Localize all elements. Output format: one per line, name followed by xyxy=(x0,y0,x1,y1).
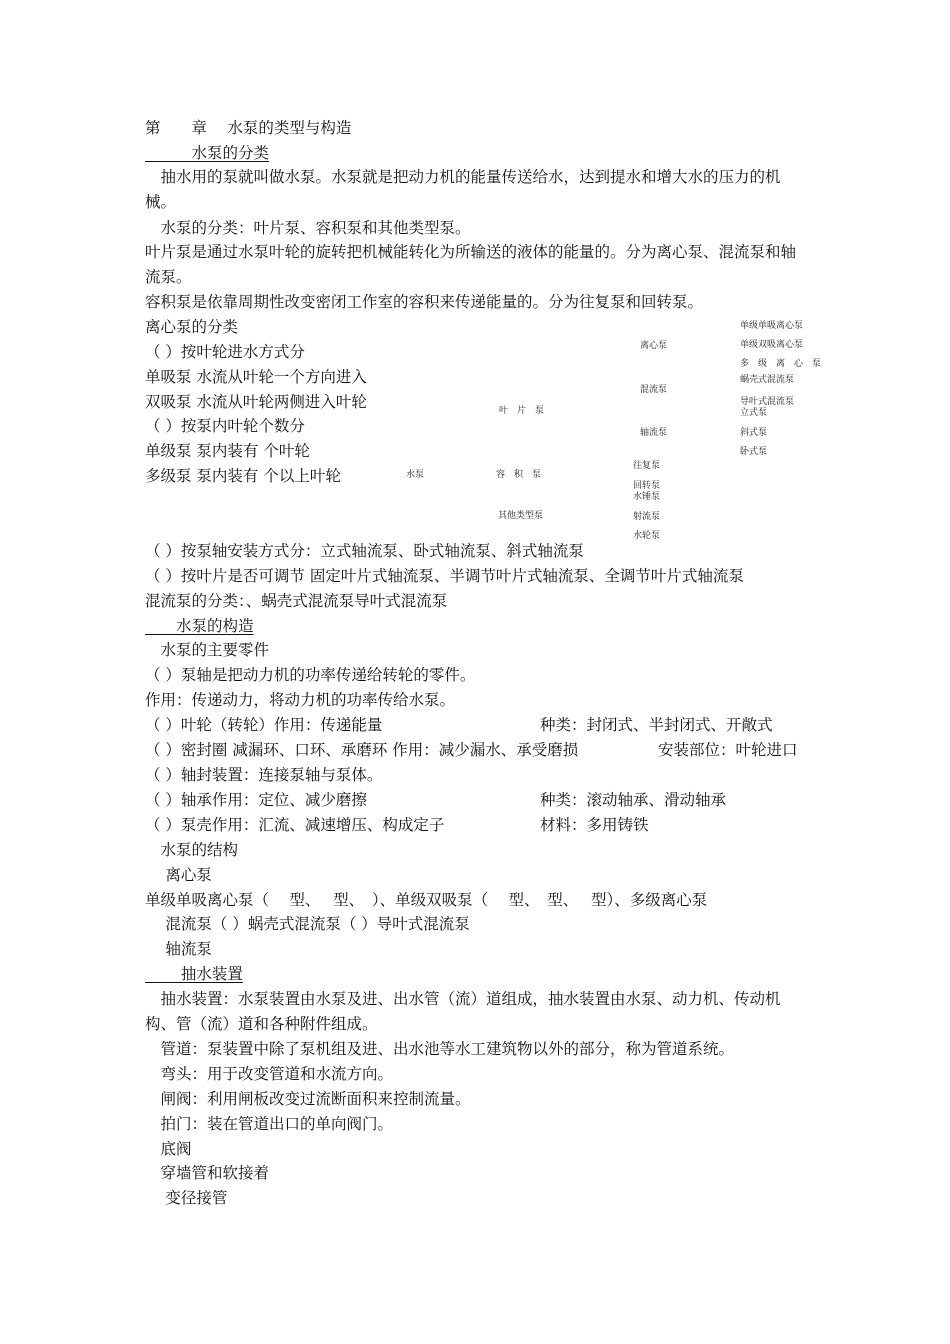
paragraph-pipe: 管道：泵装置中除了泵机组及进、出水池等水工建筑物以外的部分，称为管道系统。 xyxy=(145,1040,735,1058)
paragraph-foot-valve: 底阀 xyxy=(145,1140,192,1158)
axial-title: 轴流泵 xyxy=(145,940,212,958)
tree-leaf-single-suction: 单级单吸离心泵 xyxy=(740,321,804,331)
paragraph-elbow: 弯头：用于改变管道和水流方向。 xyxy=(145,1065,394,1083)
list-item: （ ）轴封装置：连接泵轴与泵体。 xyxy=(145,766,383,784)
section-title-device: 抽水装置 xyxy=(145,965,243,983)
paragraph-definition: 抽水用的泵就叫做水泵。水泵就是把动力机的能量传送给水，达到提水和增大水的压力的机械。 xyxy=(145,168,781,211)
list-item xyxy=(145,715,382,735)
tree-leaf-oblique: 斜式泵 xyxy=(740,428,768,438)
tree-node-root: 水泵 xyxy=(406,470,425,480)
tree-leaf-double-suction: 单级双吸离心泵 xyxy=(740,340,804,350)
tree-node-mixed: 混流泵 xyxy=(640,385,668,395)
mixed-types: 混流泵（ ）蜗壳式混流泵（ ）导叶式混流泵 xyxy=(145,915,470,933)
list-item: 双吸泵 水流从叶轮两侧进入叶轮 xyxy=(145,393,367,411)
tree-node-turbine: 水轮泵 xyxy=(633,531,661,541)
list-item: （ ）泵壳作用：汇流、减速增压、构成定子 xyxy=(145,816,445,834)
list-item: （ ）按叶片是否可调节 固定叶片式轴流泵、半调节叶片式轴流泵、全调节叶片式轴流泵 xyxy=(145,567,744,585)
bearing-kind: 种类：滚动轴承、滑动轴承 xyxy=(540,791,727,809)
centrifugal-classification-title: 离心泵的分类 xyxy=(145,318,239,336)
centrifugal-title: 离心泵 xyxy=(145,866,212,884)
tree-node-rotary: 回转泵 xyxy=(633,481,661,491)
structure-title: 水泵的结构 xyxy=(145,841,239,859)
paragraph-device: 抽水装置：水泵装置由水泵及进、出水管（流）道组成，抽水装置由水泵、动力机、传动机构、管（流）道和各种附件组成。 xyxy=(145,990,781,1033)
list-item: 单级泵 泵内装有 个叶轮 xyxy=(145,442,310,460)
tree-node-reciprocating: 往复泵 xyxy=(633,461,661,471)
list-item: 多级泵 泵内装有 个以上叶轮 xyxy=(145,467,341,485)
tree-node-hammer: 水锤泵 xyxy=(633,492,661,502)
chapter-title: 第 章 水泵的类型与构造 xyxy=(145,119,352,137)
casing-material: 材料：多用铸铁 xyxy=(540,816,649,834)
tree-leaf-horizontal: 卧式泵 xyxy=(740,447,768,457)
tree-leaf-guide: 导叶式混流泵 xyxy=(740,397,795,407)
section-title-classification: 水泵的分类 xyxy=(145,144,270,162)
impeller-text: （ ）叶轮（转轮）作用：传递能量 xyxy=(145,716,383,734)
list-item: （ ）密封圈 减漏环、口环、承磨环 作用：减少漏水、承受磨损 xyxy=(145,741,579,759)
seal-position: 安装部位：叶轮进口 xyxy=(658,741,798,759)
mixed-classification: 混流泵的分类：、蜗壳式混流泵导叶式混流泵 xyxy=(145,592,448,610)
paragraph-flap: 拍门：装在管道出口的单向阀门。 xyxy=(145,1115,394,1133)
list-item: （ ）按泵内叶轮个数分 xyxy=(145,417,305,435)
centrifugal-types: 单级单吸离心泵（ 型、 型、 ）、单级双吸泵（ 型、 型、 型）、多级离心泵 xyxy=(145,891,708,909)
tree-leaf-multistage: 多 级 离 心 泵 xyxy=(740,359,822,369)
paragraph-classification: 水泵的分类：叶片泵、容积泵和其他类型泵。 xyxy=(145,219,471,237)
list-item: （ ）按泵轴安装方式分：立式轴流泵、卧式轴流泵、斜式轴流泵 xyxy=(145,542,584,560)
paragraph-vane-pump: 叶片泵是通过水泵叶轮的旋转把机械能转化为所输送的液体的能量的。分为离心泵、混流泵和轴流泵。 xyxy=(145,243,797,286)
tree-leaf-volute: 蜗壳式混流泵 xyxy=(740,375,795,385)
list-item: （ ）泵轴是把动力机的功率传递给转轮的零件。 xyxy=(145,666,476,684)
section-title-construction: 水泵的构造 xyxy=(145,617,254,635)
parts-title: 水泵的主要零件 xyxy=(145,641,270,659)
tree-node-jet: 射流泵 xyxy=(633,512,661,522)
tree-node-centrifugal: 离心泵 xyxy=(640,341,668,351)
list-item: 作用：传递动力，将动力机的功率传给水泵。 xyxy=(145,691,456,709)
list-item: 单吸泵 水流从叶轮一个方向进入 xyxy=(145,368,367,386)
tree-leaf-vertical: 立式泵 xyxy=(740,408,768,418)
paragraph-volume-pump: 容积泵是依靠周期性改变密闭工作室的容积来传递能量的。分为往复泵和回转泵。 xyxy=(145,293,704,311)
paragraph-wall-pipe: 穿墙管和软接着 xyxy=(145,1164,270,1182)
tree-node-other: 其他类型泵 xyxy=(498,511,544,521)
list-item: （ ）轴承作用：定位、减少磨擦 xyxy=(145,791,367,809)
tree-node-vane: 叶 片 泵 xyxy=(499,406,545,416)
tree-node-volume: 容 积 泵 xyxy=(496,470,542,480)
paragraph-reducer: 变径接管 xyxy=(145,1189,228,1207)
tree-node-axial: 轴流泵 xyxy=(640,428,668,438)
impeller-kind: 种类：封闭式、半封闭式、开敞式 xyxy=(540,716,773,734)
list-item: （ ）按叶轮进水方式分 xyxy=(145,343,305,361)
paragraph-gate: 闸阀：利用闸板改变过流断面积来控制流量。 xyxy=(145,1090,471,1108)
